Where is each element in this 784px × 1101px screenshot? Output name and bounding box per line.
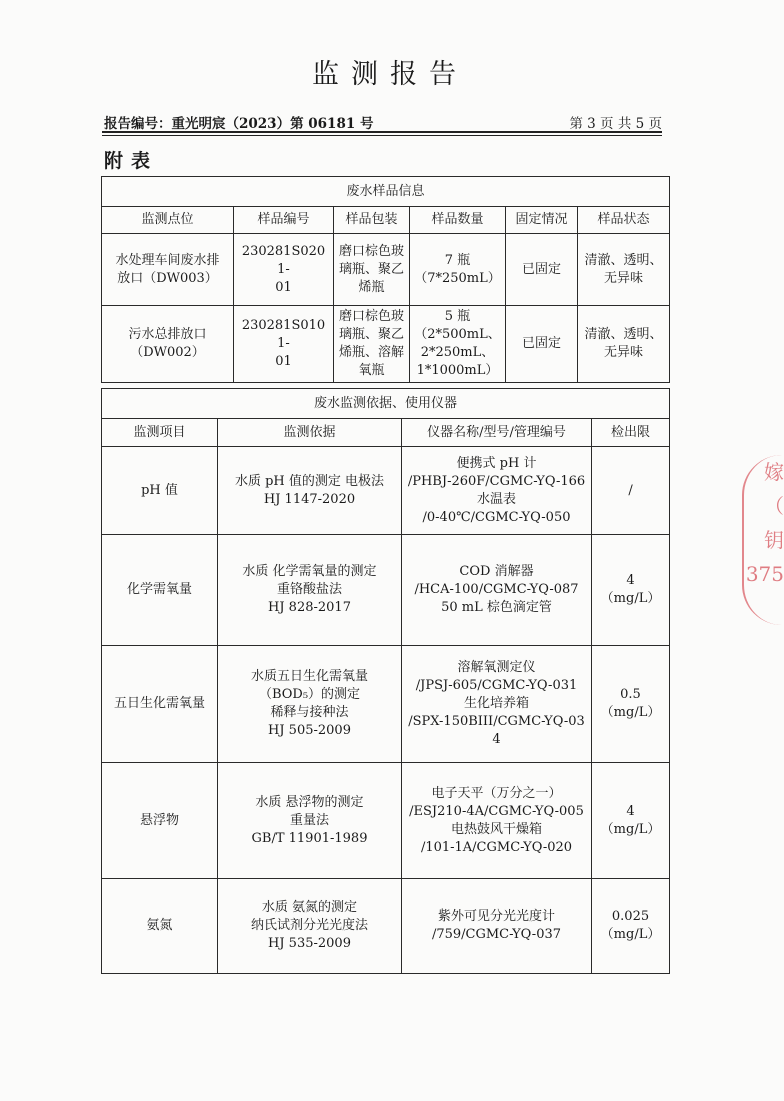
cell-packaging: 磨口棕色玻 璃瓶、聚乙 烯瓶、溶解 氧瓶: [334, 306, 410, 383]
page-number: 第 3 页 共 5 页: [569, 116, 662, 132]
appendix-title: 附表: [104, 150, 159, 172]
cell-limit: /: [592, 447, 670, 535]
report-title: 监测报告: [312, 59, 468, 90]
col-header-basis: 监测依据: [218, 419, 402, 447]
col-header-packaging: 样品包装: [334, 207, 410, 234]
cell-instrument: COD 消解器 /HCA-100/CGMC-YQ-087 50 mL 棕色滴定管: [402, 535, 592, 646]
sample-section-title-row: [102, 177, 670, 207]
report-number: 报告编号：重光明宸（2023）第 06181 号: [104, 116, 374, 132]
cell-limit: 4 （mg/L）: [592, 763, 670, 879]
sample-info-table: [101, 176, 670, 383]
cell-packaging: 磨口棕色玻 璃瓶、聚乙 烯瓶: [334, 234, 410, 306]
table-row: [102, 763, 670, 879]
cell-point: 水处理车间废水排 放口（DW003）: [102, 234, 234, 306]
cell-limit: 0.025 （mg/L）: [592, 879, 670, 974]
cell-instrument: 便携式 pH 计 /PHBJ-260F/CGMC-YQ-166 水温表 /0-40℃/CGMC-YQ-050: [402, 447, 592, 535]
cell-instrument: 紫外可见分光光度计 /759/CGMC-YQ-037: [402, 879, 592, 974]
col-header-fixation: 固定情况: [506, 207, 578, 234]
table-row: [102, 879, 670, 974]
col-header-instrument: 仪器名称/型号/管理编号: [402, 419, 592, 447]
cell-quantity: 5 瓶 （2*500mL、 2*250mL、 1*1000mL）: [410, 306, 506, 383]
cell-basis: 水质 悬浮物的测定 重量法 GB/T 11901-1989: [218, 763, 402, 879]
cell-fixation: 已固定: [506, 234, 578, 306]
table-row: [102, 535, 670, 646]
cell-item: 氨氮: [102, 879, 218, 974]
cell-basis: 水质 氨氮的测定 纳氏试剂分光光度法 HJ 535-2009: [218, 879, 402, 974]
method-instrument-table: [101, 388, 670, 974]
method-section-title-row: [102, 389, 670, 419]
table-row: [102, 234, 670, 306]
cell-basis: 水质五日生化需氧量 （BOD₅）的测定 稀释与接种法 HJ 505-2009: [218, 646, 402, 763]
cell-basis: 水质 pH 值的测定 电极法 HJ 1147-2020: [218, 447, 402, 535]
cell-state: 清澈、透明、 无异味: [578, 306, 670, 383]
table-row: [102, 646, 670, 763]
cell-point: 污水总排放口 （DW002）: [102, 306, 234, 383]
cell-limit: 4 （mg/L）: [592, 535, 670, 646]
col-header-sample-id: 样品编号: [234, 207, 334, 234]
cell-basis: 水质 化学需氧量的测定 重铬酸盐法 HJ 828-2017: [218, 535, 402, 646]
cell-quantity: 7 瓶 （7*250mL）: [410, 234, 506, 306]
method-header-row: [102, 419, 670, 447]
cell-instrument: 电子天平（万分之一） /ESJ210-4A/CGMC-YQ-005 电热鼓风干燥箱 /101-1A/CGMC-YQ-020: [402, 763, 592, 879]
cell-sample-id: 230281S0201- 01: [234, 234, 334, 306]
col-header-limit: 检出限: [592, 419, 670, 447]
header-rule-thick: [102, 131, 662, 133]
cell-item: 悬浮物: [102, 763, 218, 879]
col-header-point: 监测点位: [102, 207, 234, 234]
sample-header-row: [102, 207, 670, 234]
seal-stamp: 嫁 （ 钥 375: [742, 455, 784, 625]
cell-item: pH 值: [102, 447, 218, 535]
sample-section-title: 废水样品信息: [102, 177, 670, 207]
method-section-title: 废水监测依据、使用仪器: [102, 389, 670, 419]
table-row: [102, 447, 670, 535]
col-header-quantity: 样品数量: [410, 207, 506, 234]
cell-sample-id: 230281S0101- 01: [234, 306, 334, 383]
col-header-state: 样品状态: [578, 207, 670, 234]
table-row: [102, 306, 670, 383]
col-header-item: 监测项目: [102, 419, 218, 447]
cell-state: 清澈、透明、 无异味: [578, 234, 670, 306]
cell-limit: 0.5 （mg/L）: [592, 646, 670, 763]
header-rule-thin: [102, 135, 662, 136]
cell-fixation: 已固定: [506, 306, 578, 383]
cell-item: 五日生化需氧量: [102, 646, 218, 763]
cell-instrument: 溶解氧测定仪 /JPSJ-605/CGMC-YQ-031 生化培养箱 /SPX-150BIII/CGMC-YQ-034: [402, 646, 592, 763]
cell-item: 化学需氧量: [102, 535, 218, 646]
